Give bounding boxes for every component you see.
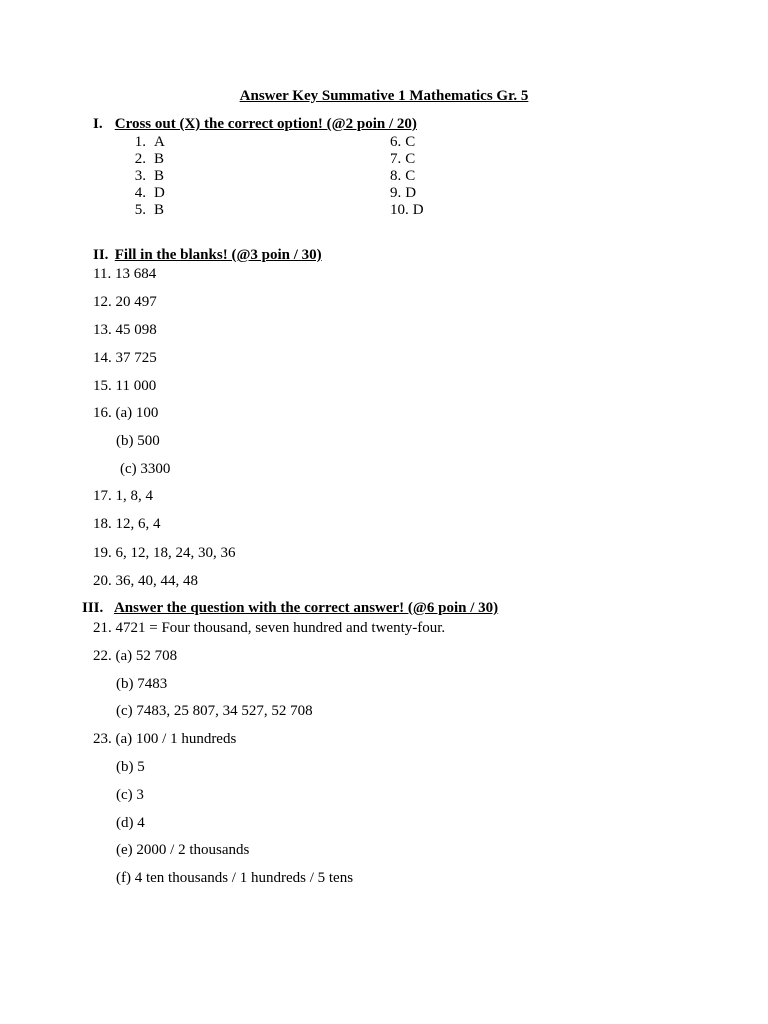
section-2-number: II. — [93, 247, 109, 263]
answer-13: 13. 45 098 — [93, 322, 157, 338]
answer-23b: (b) 5 — [116, 759, 145, 775]
answer-16a: 16. (a) 100 — [93, 405, 159, 421]
answer-23d: (d) 4 — [116, 815, 145, 831]
list-item: 2. B — [134, 151, 165, 167]
list-item: 6. C — [390, 134, 416, 150]
list-item: 9. D — [390, 185, 417, 201]
section-3-title: Answer the question with the correct answer! (@6 poin / 30) — [113, 600, 499, 616]
answers-1-to-5 — [120, 134, 165, 219]
document-title: Answer Key Summative 1 Mathematics Gr. 5 — [239, 88, 529, 104]
list-item: 4. D — [134, 185, 165, 201]
answer-16b: (b) 500 — [116, 433, 160, 449]
answer-16c: (c) 3300 — [120, 461, 171, 477]
answers-6-to-10 — [390, 134, 424, 219]
list-item: 8. C — [390, 168, 416, 184]
answer-22c: (c) 7483, 25 807, 34 527, 52 708 — [116, 703, 313, 719]
answer-23c: (c) 3 — [116, 787, 144, 803]
answer-14: 14. 37 725 — [93, 350, 157, 366]
answer-22b: (b) 7483 — [116, 676, 168, 692]
section-2-title: Fill in the blanks! (@3 poin / 30) — [114, 247, 322, 263]
answer-17: 17. 1, 8, 4 — [93, 488, 153, 504]
section-2-heading — [93, 247, 322, 264]
answer-23e: (e) 2000 / 2 thousands — [116, 842, 250, 858]
list-item: 1. A — [134, 134, 165, 150]
answer-23a: 23. (a) 100 / 1 hundreds — [93, 731, 237, 747]
list-item: 7. C — [390, 151, 416, 167]
section-1-heading — [93, 116, 417, 133]
section-1-title: Cross out (X) the correct option! (@2 poin / 20) — [114, 116, 417, 132]
section-3-number: III. — [82, 600, 104, 616]
answer-15: 15. 11 000 — [93, 378, 157, 394]
answer-22a: 22. (a) 52 708 — [93, 648, 178, 664]
list-item: 10. D — [390, 202, 424, 218]
answer-18: 18. 12, 6, 4 — [93, 516, 161, 532]
answer-12: 12. 20 497 — [93, 294, 157, 310]
answer-19: 19. 6, 12, 18, 24, 30, 36 — [93, 545, 236, 561]
answer-20: 20. 36, 40, 44, 48 — [93, 573, 198, 589]
section-1-number: I. — [93, 116, 103, 132]
answer-23f: (f) 4 ten thousands / 1 hundreds / 5 tens — [116, 870, 354, 886]
answer-11: 11. 13 684 — [93, 266, 157, 282]
list-item: 5. B — [134, 202, 165, 218]
section-3-heading — [82, 600, 498, 617]
list-item: 3. B — [134, 168, 165, 184]
answer-21: 21. 4721 = Four thousand, seven hundred and twenty-four. — [93, 620, 446, 636]
